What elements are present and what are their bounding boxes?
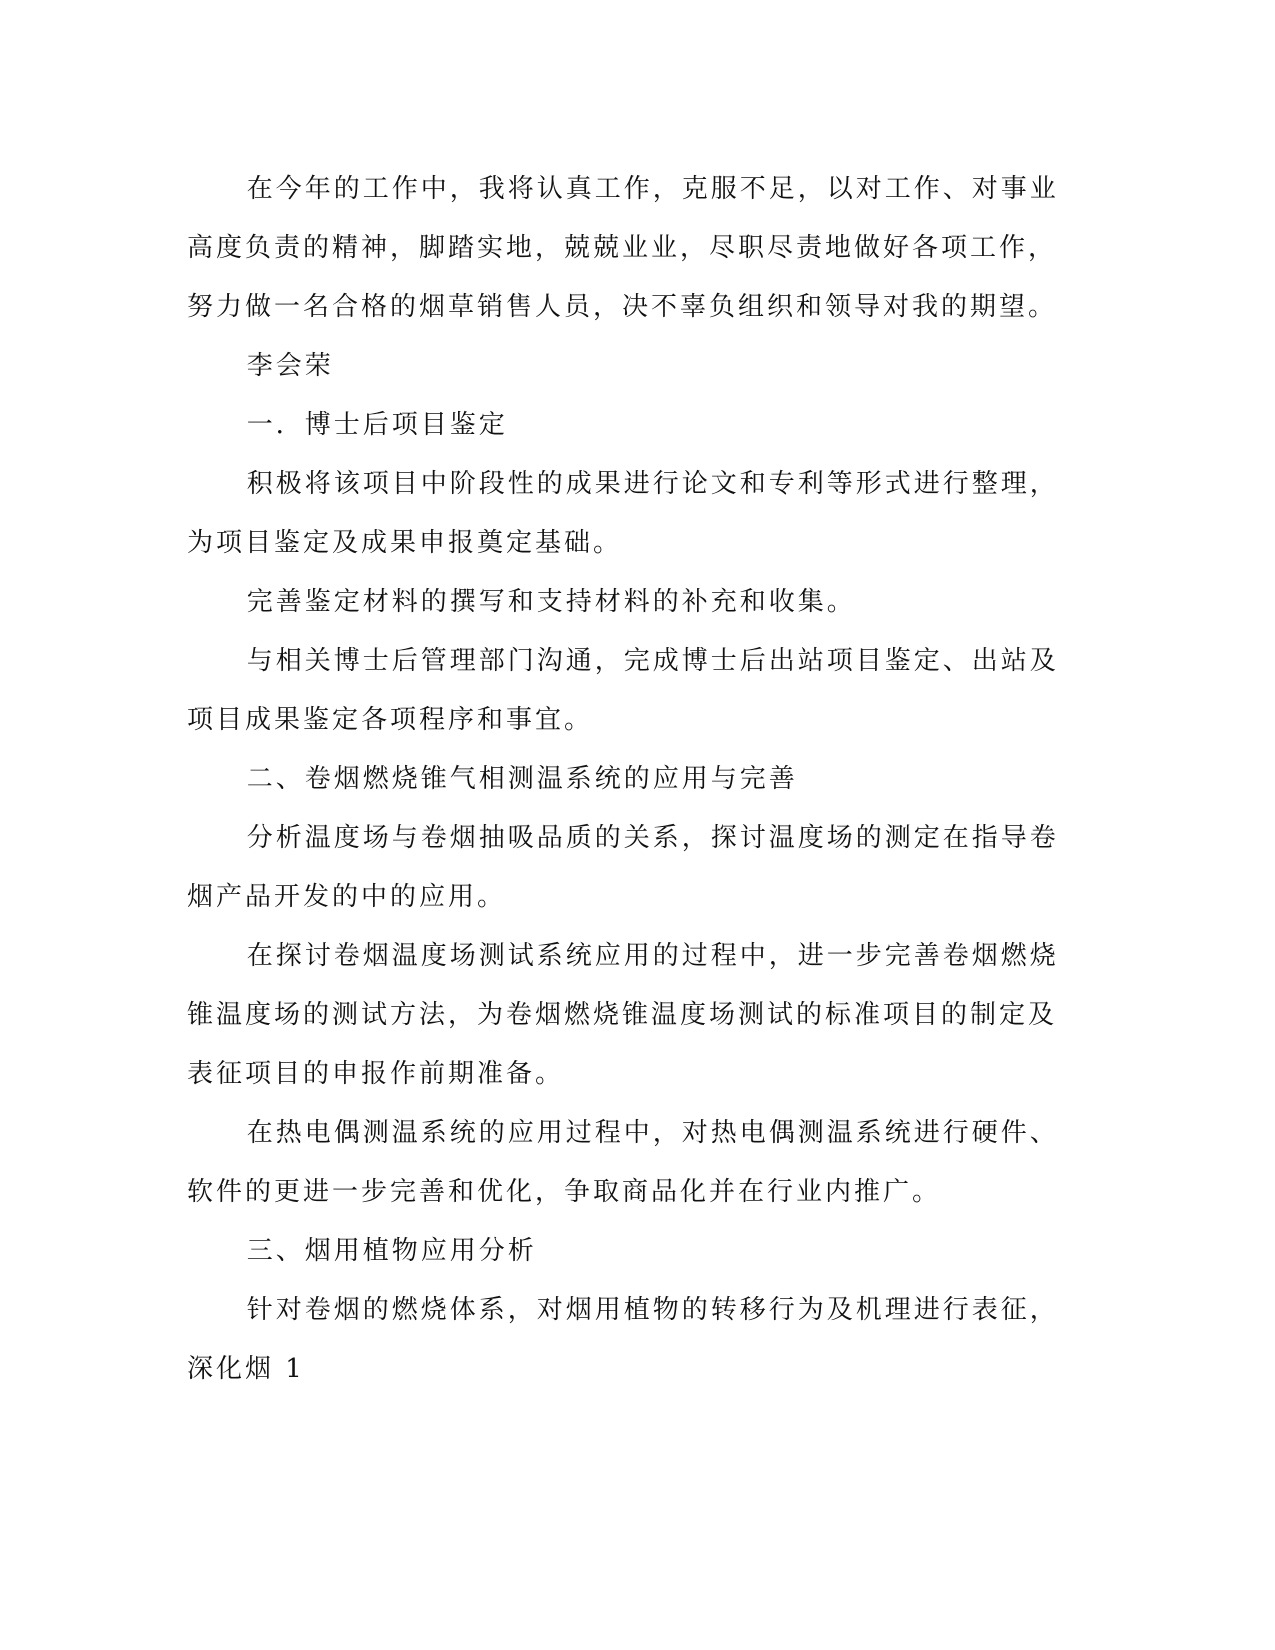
- text-line: 高度负责的精神，脚踏实地，兢兢业业，尽职尽责地做好各项工作，: [187, 233, 1058, 263]
- text-line: 李会荣: [246, 351, 334, 381]
- text-line: 一．博士后项目鉴定: [246, 410, 508, 440]
- text-line: 在探讨卷烟温度场测试系统应用的过程中，进一步完善卷烟燃烧: [246, 941, 1059, 971]
- paragraph: [187, 160, 1077, 337]
- text-line: 在热电偶测温系统的应用过程中，对热电偶测温系统进行硬件、: [246, 1118, 1059, 1148]
- text-line: 软件的更进一步完善和优化，争取商品化并在行业内推广。: [187, 1177, 942, 1207]
- paragraph: [187, 809, 1077, 927]
- paragraph: [187, 927, 1077, 1104]
- text-line: 积极将该项目中阶段性的成果进行论文和专利等形式进行整理，: [246, 469, 1059, 499]
- document-body: [187, 160, 1077, 1399]
- text-line: 完善鉴定材料的撰写和支持材料的补充和收集。: [246, 587, 856, 617]
- text-line: 表征项目的申报作前期准备。: [187, 1059, 565, 1089]
- text-line: 针对卷烟的燃烧体系，对烟用植物的转移行为及机理进行表征，: [246, 1295, 1059, 1325]
- text-line: 为项目鉴定及成果申报奠定基础。: [187, 528, 623, 558]
- paragraph: [187, 1281, 1077, 1399]
- text-line: 三、烟用植物应用分析: [246, 1236, 537, 1266]
- section-heading: [187, 750, 1077, 809]
- text-line: 努力做一名合格的烟草销售人员，决不辜负组织和领导对我的期望。: [187, 292, 1058, 322]
- text-line: 分析温度场与卷烟抽吸品质的关系，探讨温度场的测定在指导卷: [246, 823, 1059, 853]
- text-line: 在今年的工作中，我将认真工作，克服不足，以对工作、对事业: [246, 174, 1059, 204]
- paragraph: [187, 1104, 1077, 1222]
- text-line: 项目成果鉴定各项程序和事宜。: [187, 705, 594, 735]
- section-heading: [187, 396, 1077, 455]
- text-line: 锥温度场的测试方法，为卷烟燃烧锥温度场测试的标准项目的制定及: [187, 1000, 1058, 1030]
- author-name: [187, 337, 1077, 396]
- section-heading: [187, 1222, 1077, 1281]
- text-line: 与相关博士后管理部门沟通，完成博士后出站项目鉴定、出站及: [246, 646, 1059, 676]
- text-line: 二、卷烟燃烧锥气相测温系统的应用与完善: [246, 764, 798, 794]
- paragraph: [187, 455, 1077, 573]
- text-line: 烟产品开发的中的应用。: [187, 882, 507, 912]
- paragraph: [187, 632, 1077, 750]
- paragraph: [187, 573, 1077, 632]
- text-line: 深化烟 1: [187, 1354, 305, 1384]
